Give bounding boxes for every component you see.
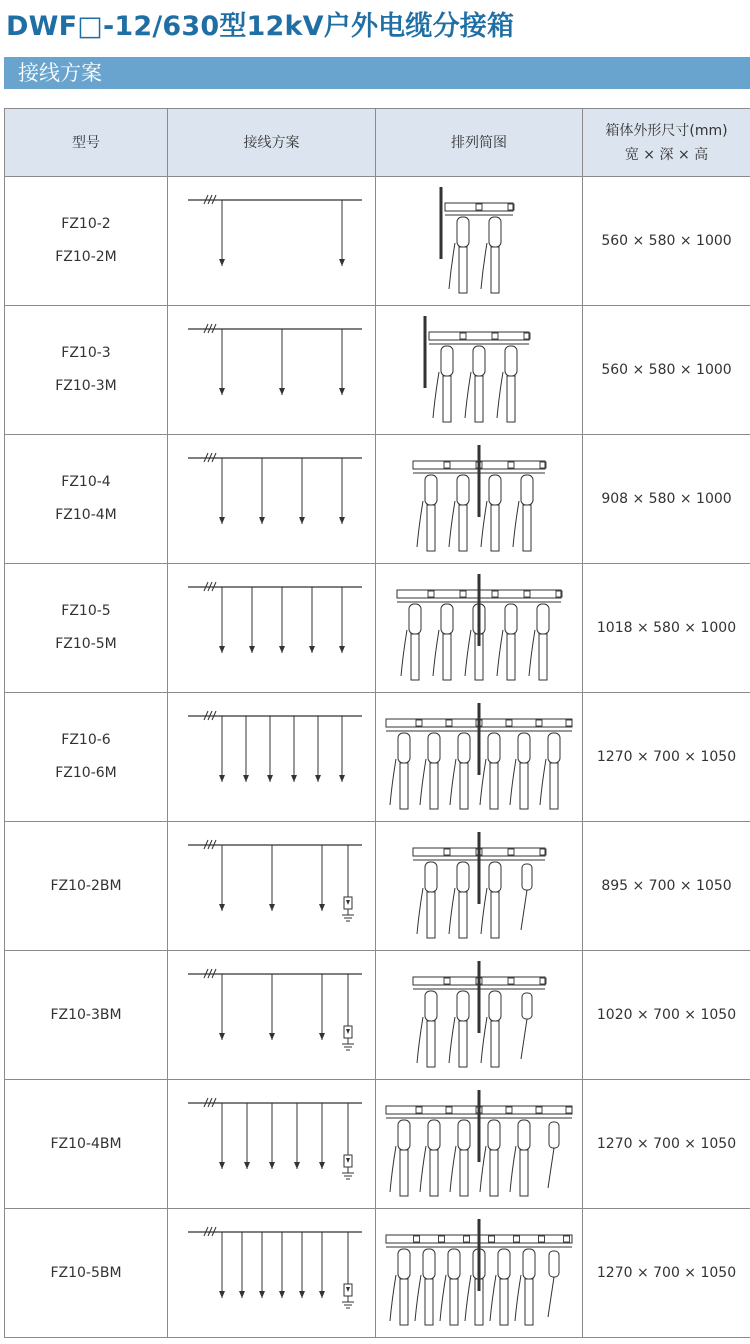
- layout-drawing: [379, 701, 579, 813]
- layout-cell: [376, 822, 583, 951]
- header-row: [5, 109, 750, 177]
- size-cell: 1270 × 700 × 1050: [583, 1209, 750, 1338]
- layout-drawing: [379, 314, 579, 426]
- table-row: [5, 1209, 750, 1338]
- model-cell: [5, 693, 168, 822]
- model-cell: [5, 177, 168, 306]
- table-row: [5, 1080, 750, 1209]
- size-cell: 560 × 580 × 1000: [583, 177, 750, 306]
- wiring-diagram: [172, 1089, 372, 1199]
- model-name-variant: FZ10-5M: [55, 636, 117, 652]
- model-name-variant: FZ10-6M: [55, 765, 117, 781]
- layout-drawing: [379, 1217, 579, 1329]
- header-size-line2: 宽 × 深 × 高: [624, 146, 709, 163]
- wiring-cell: [168, 564, 376, 693]
- header-size-line1: 箱体外形尺寸(mm): [605, 122, 728, 139]
- model-name: FZ10-2: [61, 216, 111, 232]
- layout-cell: [376, 435, 583, 564]
- layout-cell: [376, 693, 583, 822]
- table-row: [5, 177, 750, 306]
- layout-drawing: [379, 830, 579, 942]
- layout-cell: [376, 1080, 583, 1209]
- wiring-diagram: [172, 573, 372, 683]
- wiring-diagram: [172, 831, 372, 941]
- wiring-cell: [168, 306, 376, 435]
- wiring-diagram: [172, 186, 372, 296]
- size-cell: 1020 × 700 × 1050: [583, 951, 750, 1080]
- table-row: [5, 306, 750, 435]
- model-cell: [5, 1080, 168, 1209]
- size-cell: 1270 × 700 × 1050: [583, 693, 750, 822]
- layout-cell: [376, 951, 583, 1080]
- model-cell: [5, 951, 168, 1080]
- header-model: 型号: [5, 109, 168, 177]
- layout-drawing: [379, 959, 579, 1071]
- wiring-diagram: [172, 315, 372, 425]
- layout-cell: [376, 177, 583, 306]
- size-cell: 895 × 700 × 1050: [583, 822, 750, 951]
- table-row: [5, 951, 750, 1080]
- header-wiring: 接线方案: [168, 109, 376, 177]
- size-cell: 560 × 580 × 1000: [583, 306, 750, 435]
- model-name: FZ10-4BM: [50, 1135, 122, 1152]
- wiring-cell: [168, 1209, 376, 1338]
- layout-drawing: [379, 443, 579, 555]
- model-name: FZ10-5: [61, 603, 111, 619]
- layout-drawing: [379, 572, 579, 684]
- layout-drawing: [379, 1088, 579, 1200]
- layout-cell: [376, 1209, 583, 1338]
- header-layout: 排列简图: [376, 109, 583, 177]
- wiring-cell: [168, 693, 376, 822]
- model-cell: [5, 1209, 168, 1338]
- table-row: [5, 822, 750, 951]
- size-cell: 908 × 580 × 1000: [583, 435, 750, 564]
- model-name-variant: FZ10-2M: [55, 249, 117, 265]
- wiring-cell: [168, 435, 376, 564]
- size-cell: 1018 × 580 × 1000: [583, 564, 750, 693]
- size-cell: 1270 × 700 × 1050: [583, 1080, 750, 1209]
- model-name: FZ10-2BM: [50, 877, 122, 894]
- wiring-diagram: [172, 444, 372, 554]
- header-size: [583, 109, 750, 177]
- table-row: [5, 564, 750, 693]
- page-title: DWF□-12/630型12kV户外电缆分接箱: [6, 11, 515, 42]
- wiring-diagram: [172, 1218, 372, 1328]
- table-row: [5, 435, 750, 564]
- layout-drawing: [379, 185, 579, 297]
- wiring-cell: [168, 822, 376, 951]
- model-cell: [5, 435, 168, 564]
- layout-cell: [376, 564, 583, 693]
- wiring-diagram: [172, 960, 372, 1070]
- model-name-variant: FZ10-4M: [55, 507, 117, 523]
- model-name: FZ10-6: [61, 732, 111, 748]
- model-cell: [5, 564, 168, 693]
- spec-table: [4, 108, 750, 1338]
- wiring-diagram: [172, 702, 372, 812]
- model-cell: [5, 822, 168, 951]
- model-name: FZ10-5BM: [50, 1264, 122, 1281]
- wiring-cell: [168, 177, 376, 306]
- model-name: FZ10-3: [61, 345, 111, 361]
- model-name: FZ10-4: [61, 474, 111, 490]
- wiring-cell: [168, 1080, 376, 1209]
- model-cell: [5, 306, 168, 435]
- section-band: 接线方案: [4, 57, 750, 89]
- layout-cell: [376, 306, 583, 435]
- wiring-cell: [168, 951, 376, 1080]
- model-name: FZ10-3BM: [50, 1006, 122, 1023]
- model-name-variant: FZ10-3M: [55, 378, 117, 394]
- table-row: [5, 693, 750, 822]
